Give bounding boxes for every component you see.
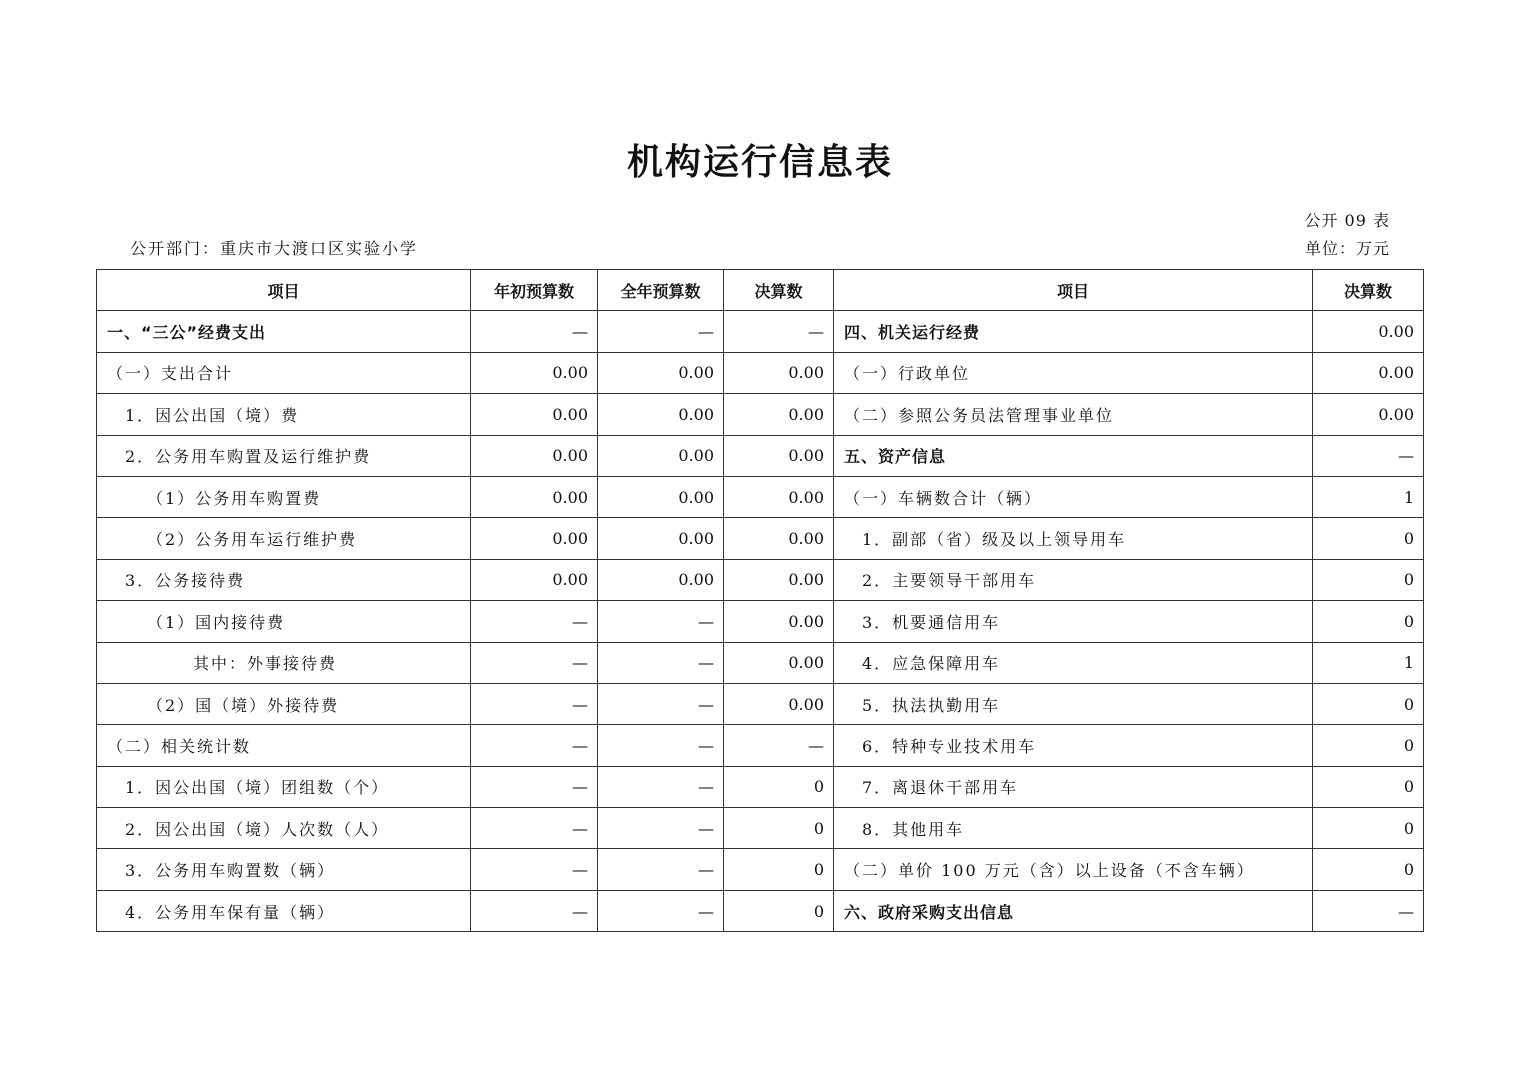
final-account-cell: 0.00 — [724, 683, 834, 724]
left-item-label: （二）相关统计数 — [97, 725, 471, 766]
left-item-label: 一、“三公”经费支出 — [97, 311, 471, 352]
right-item-label: 四、机关运行经费 — [834, 311, 1313, 352]
right-final-account-cell: 0.00 — [1313, 352, 1424, 393]
right-final-account-cell: 0 — [1313, 725, 1424, 766]
initial-budget-cell: — — [471, 311, 598, 352]
left-item-label: 3．公务用车购置数（辆） — [97, 849, 471, 890]
annual-budget-cell: — — [598, 683, 724, 724]
table-row — [97, 890, 1424, 931]
right-final-account-cell: 0 — [1313, 518, 1424, 559]
right-final-account-cell: 1 — [1313, 476, 1424, 517]
final-account-cell: — — [724, 311, 834, 352]
annual-budget-cell: 0.00 — [598, 518, 724, 559]
initial-budget-cell: — — [471, 890, 598, 931]
final-account-cell: 0.00 — [724, 559, 834, 600]
right-final-account-cell: 0 — [1313, 766, 1424, 807]
initial-budget-cell: 0.00 — [471, 518, 598, 559]
left-item-label: 4．公务用车保有量（辆） — [97, 890, 471, 931]
right-item-label: 六、政府采购支出信息 — [834, 890, 1313, 931]
initial-budget-cell: 0.00 — [471, 559, 598, 600]
final-account-cell: 0 — [724, 849, 834, 890]
info-table — [96, 269, 1424, 932]
annual-budget-cell: — — [598, 311, 724, 352]
annual-budget-cell: 0.00 — [598, 435, 724, 476]
right-final-account-cell: — — [1313, 890, 1424, 931]
annual-budget-cell: 0.00 — [598, 559, 724, 600]
right-final-account-cell: 0 — [1313, 849, 1424, 890]
table-row — [97, 352, 1424, 393]
right-item-label: 8．其他用车 — [834, 808, 1313, 849]
right-final-account-cell: 0.00 — [1313, 394, 1424, 435]
right-item-label: 4．应急保障用车 — [834, 642, 1313, 683]
right-item-label: 2．主要领导干部用车 — [834, 559, 1313, 600]
final-account-cell: 0.00 — [724, 352, 834, 393]
column-header: 项目 — [97, 270, 471, 311]
left-item-label: 1．因公出国（境）费 — [97, 394, 471, 435]
initial-budget-cell: — — [471, 642, 598, 683]
annual-budget-cell: — — [598, 601, 724, 642]
column-header: 年初预算数 — [471, 270, 598, 311]
annual-budget-cell: — — [598, 642, 724, 683]
table-body — [97, 311, 1424, 932]
initial-budget-cell: 0.00 — [471, 394, 598, 435]
final-account-cell: — — [724, 725, 834, 766]
initial-budget-cell: — — [471, 683, 598, 724]
annual-budget-cell: — — [598, 808, 724, 849]
page-title: 机构运行信息表 — [626, 142, 893, 183]
final-account-cell: 0.00 — [724, 435, 834, 476]
unit-label: 单位：万元 — [1304, 239, 1390, 258]
form-number: 公开 09 表 — [1304, 211, 1390, 230]
right-final-account-cell: 0 — [1313, 601, 1424, 642]
table-row — [97, 808, 1424, 849]
table-row — [97, 518, 1424, 559]
annual-budget-cell: — — [598, 849, 724, 890]
initial-budget-cell: 0.00 — [471, 435, 598, 476]
left-item-label: （一）支出合计 — [97, 352, 471, 393]
initial-budget-cell: — — [471, 808, 598, 849]
left-item-label: （2）国（境）外接待费 — [97, 683, 471, 724]
right-item-label: 3．机要通信用车 — [834, 601, 1313, 642]
left-item-label: （1）国内接待费 — [97, 601, 471, 642]
final-account-cell: 0 — [724, 766, 834, 807]
table-row — [97, 476, 1424, 517]
table-row — [97, 642, 1424, 683]
right-item-label: （一）车辆数合计（辆） — [834, 476, 1313, 517]
annual-budget-cell: 0.00 — [598, 394, 724, 435]
right-final-account-cell: 0.00 — [1313, 311, 1424, 352]
left-item-label: 其中：外事接待费 — [97, 642, 471, 683]
initial-budget-cell: — — [471, 725, 598, 766]
annual-budget-cell: 0.00 — [598, 352, 724, 393]
left-item-label: （1）公务用车购置费 — [97, 476, 471, 517]
table-header-row — [97, 270, 1424, 311]
table-row — [97, 601, 1424, 642]
column-header: 决算数 — [724, 270, 834, 311]
left-item-label: 2．因公出国（境）人次数（人） — [97, 808, 471, 849]
right-item-label: （二）单价 100 万元（含）以上设备（不含车辆） — [834, 849, 1313, 890]
table-row — [97, 311, 1424, 352]
table-row — [97, 725, 1424, 766]
table-row — [97, 435, 1424, 476]
column-header: 决算数 — [1313, 270, 1424, 311]
right-final-account-cell: — — [1313, 435, 1424, 476]
final-account-cell: 0 — [724, 890, 834, 931]
right-item-label: （二）参照公务员法管理事业单位 — [834, 394, 1313, 435]
initial-budget-cell: 0.00 — [471, 476, 598, 517]
right-final-account-cell: 0 — [1313, 559, 1424, 600]
department-label: 公开部门：重庆市大渡口区实验小学 — [130, 239, 419, 258]
annual-budget-cell: — — [598, 766, 724, 807]
right-item-label: （一）行政单位 — [834, 352, 1313, 393]
column-header: 项目 — [834, 270, 1313, 311]
right-final-account-cell: 0 — [1313, 683, 1424, 724]
final-account-cell: 0.00 — [724, 476, 834, 517]
final-account-cell: 0 — [724, 808, 834, 849]
column-header: 全年预算数 — [598, 270, 724, 311]
initial-budget-cell: — — [471, 849, 598, 890]
right-item-label: 1．副部（省）级及以上领导用车 — [834, 518, 1313, 559]
right-item-label: 6．特种专业技术用车 — [834, 725, 1313, 766]
right-item-label: 五、资产信息 — [834, 435, 1313, 476]
left-item-label: （2）公务用车运行维护费 — [97, 518, 471, 559]
right-final-account-cell: 0 — [1313, 808, 1424, 849]
initial-budget-cell: — — [471, 601, 598, 642]
right-item-label: 5．执法执勤用车 — [834, 683, 1313, 724]
table-row — [97, 394, 1424, 435]
final-account-cell: 0.00 — [724, 642, 834, 683]
left-item-label: 3．公务接待费 — [97, 559, 471, 600]
table-row — [97, 683, 1424, 724]
annual-budget-cell: — — [598, 725, 724, 766]
table-row — [97, 766, 1424, 807]
left-item-label: 2．公务用车购置及运行维护费 — [97, 435, 471, 476]
table-row — [97, 559, 1424, 600]
annual-budget-cell: 0.00 — [598, 476, 724, 517]
final-account-cell: 0.00 — [724, 601, 834, 642]
annual-budget-cell: — — [598, 890, 724, 931]
final-account-cell: 0.00 — [724, 518, 834, 559]
initial-budget-cell: 0.00 — [471, 352, 598, 393]
table-row — [97, 849, 1424, 890]
right-item-label: 7．离退休干部用车 — [834, 766, 1313, 807]
initial-budget-cell: — — [471, 766, 598, 807]
final-account-cell: 0.00 — [724, 394, 834, 435]
right-final-account-cell: 1 — [1313, 642, 1424, 683]
left-item-label: 1．因公出国（境）团组数（个） — [97, 766, 471, 807]
